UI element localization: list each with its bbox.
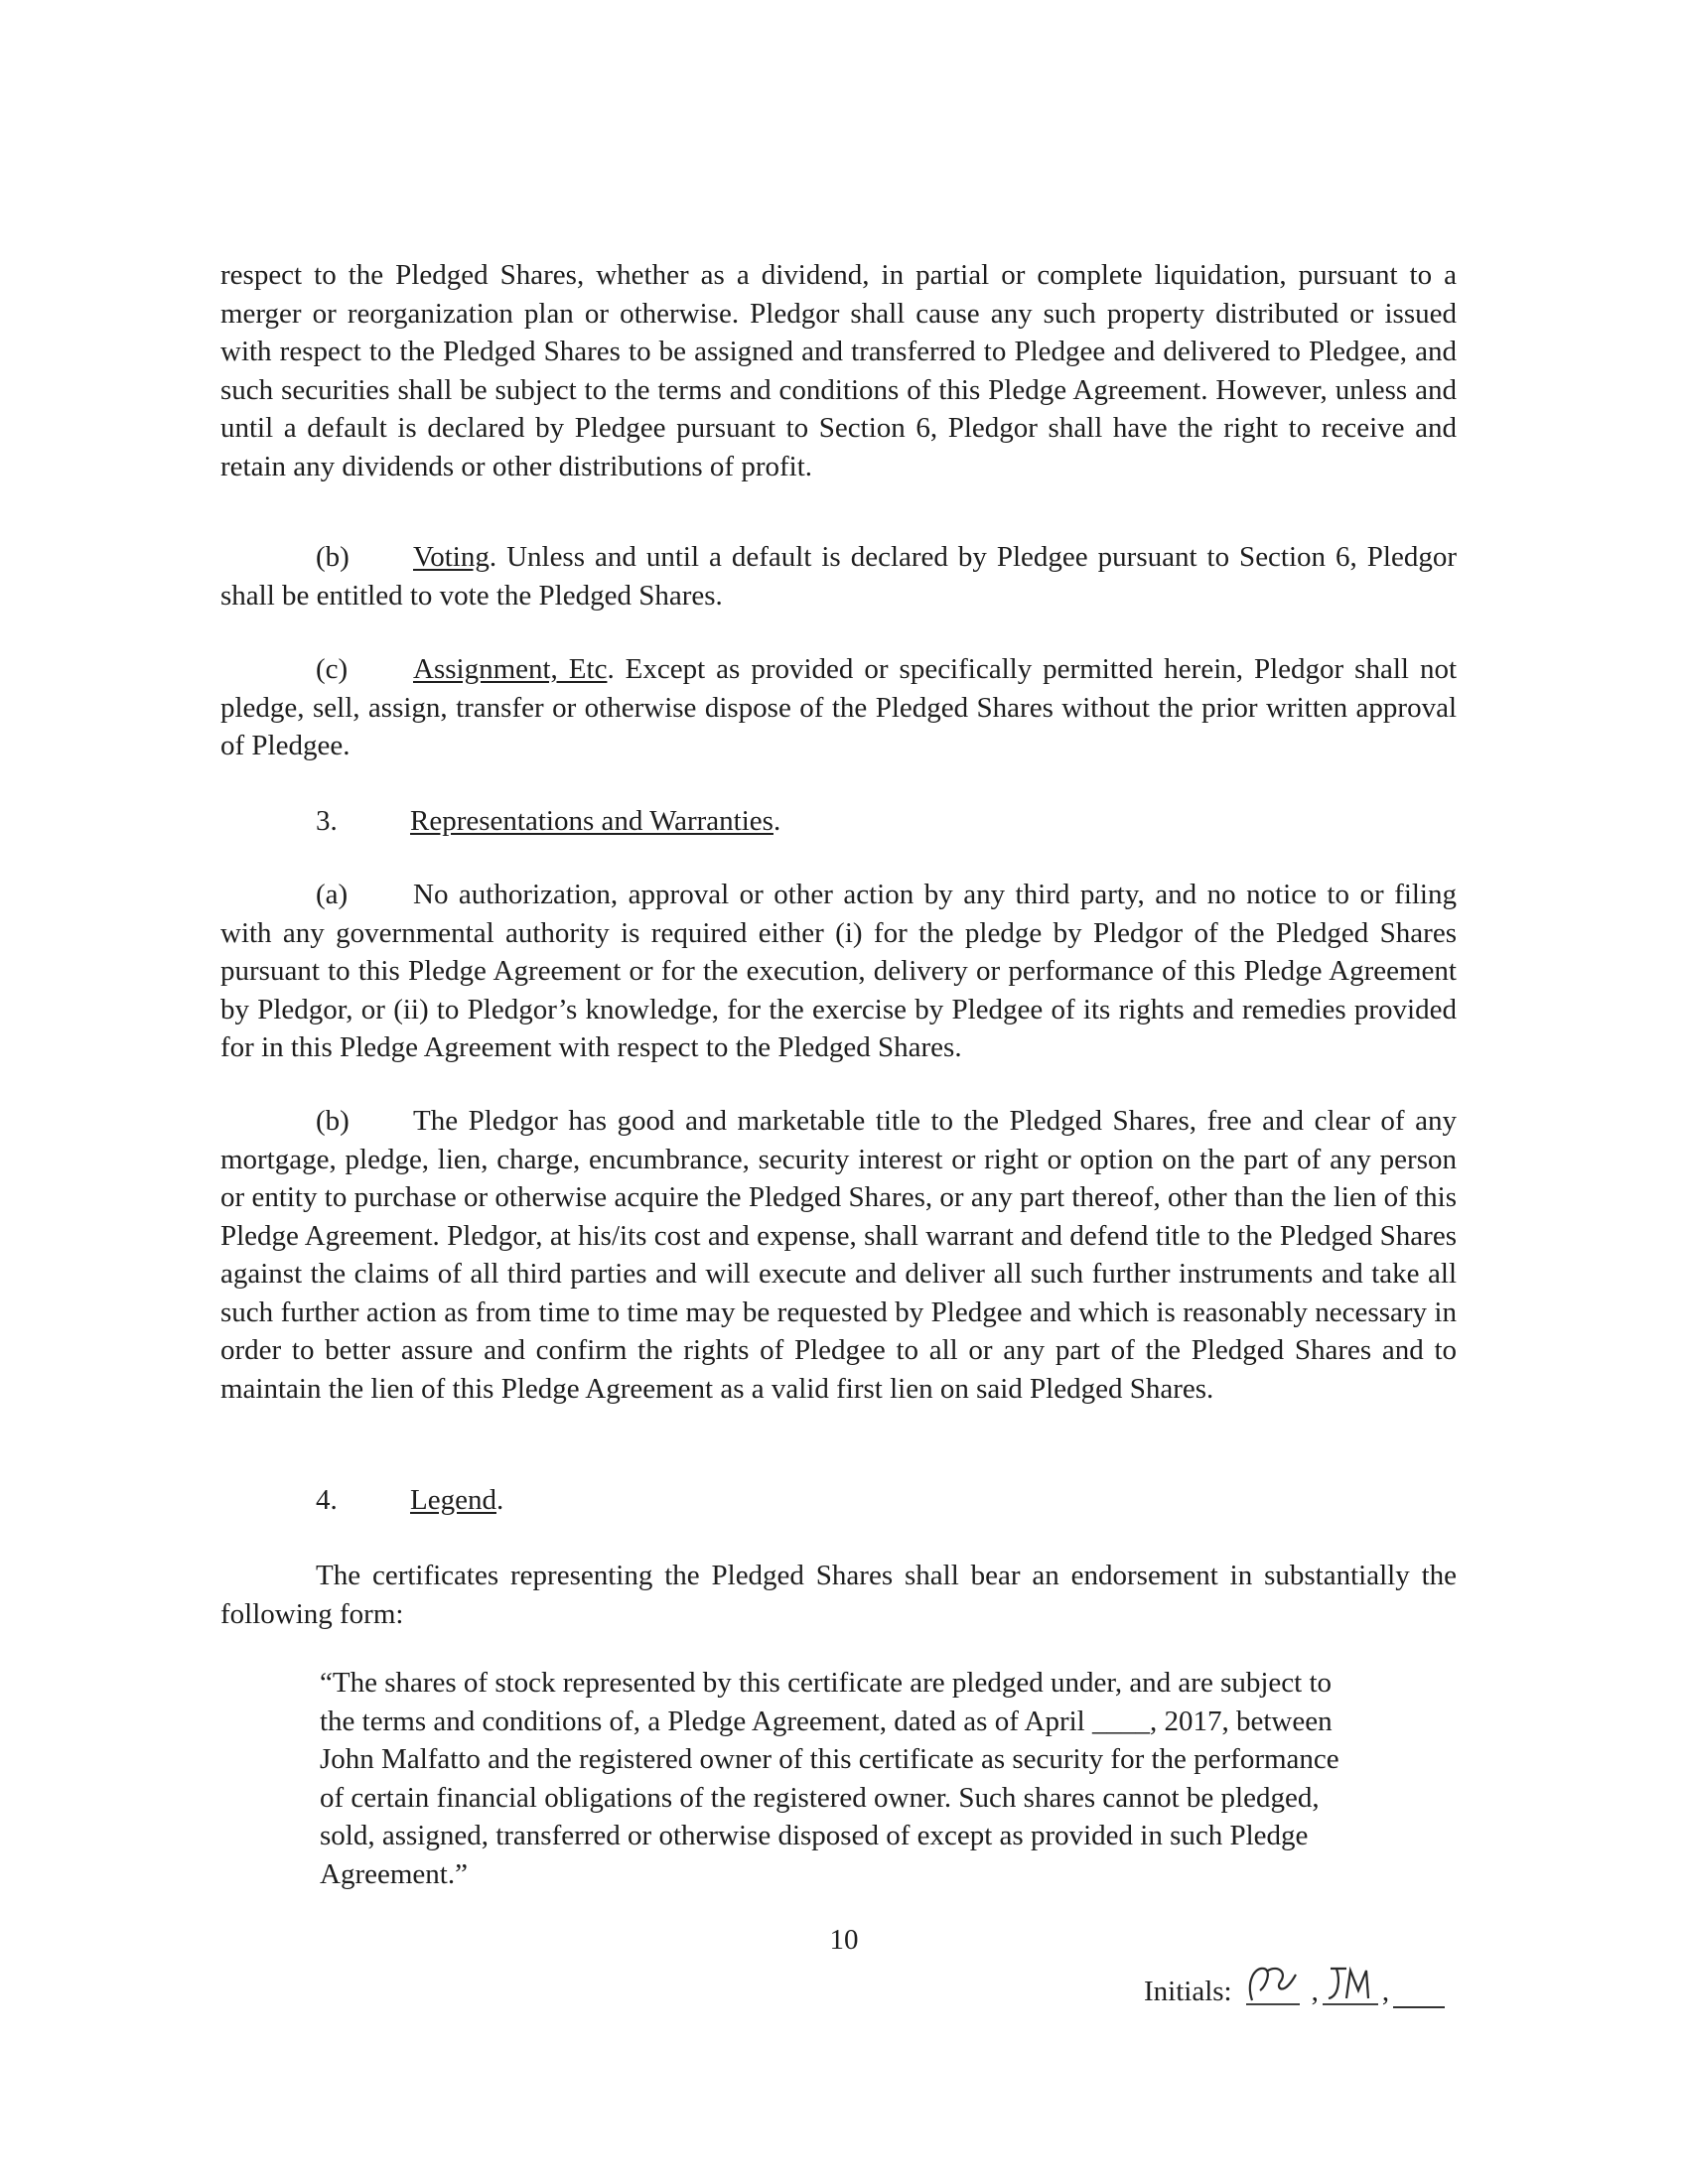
paragraph-continued: respect to the Pledged Shares, whether as a dividend, in partial or complete liquidation, pursuant to a merger or reorganization plan or otherwise. Pledgor shall cause any such property distributed or issued with respect to the Pledged Shares to be assigned and transferred to Pledgee and delivered to Pledgee, and such securities shall be subject to the terms and conditions of this Pledge Agreement. However, unless and until a default is declared by Pledgee pursuant to Section 6, Pledgor shall have the right to receive and retain any dividends or other distributions of profit. — [220, 259, 1457, 482]
initials-signature-2 — [1321, 1961, 1382, 2008]
paragraph-2c-text: . Except as provided or specifically permitted herein, Pledgor shall not pledge, sell, assign, transfer or otherwise dispose of the Pledged Shares without the prior written approval of Pledgee. — [220, 653, 1457, 761]
initials-blank-line — [1393, 1977, 1445, 2008]
section-4-title: Legend — [410, 1484, 496, 1516]
section-3-heading: 3. Representations and Warranties. — [316, 802, 780, 840]
paragraph-2c-title: Assignment, Etc — [413, 653, 608, 685]
paragraph-2b-text: . Unless and until a default is declared by Pledgee pursuant to Section 6, Pledgor shall be entitled to vote the Pledged Shares. — [220, 541, 1457, 612]
initials-block — [1144, 1961, 1445, 2008]
initials-label: Initials: — [1144, 1976, 1232, 2007]
paragraph-4-text — [220, 1557, 1457, 1633]
paragraph-3b — [220, 1102, 1457, 1408]
paragraph-3a — [220, 876, 1457, 1067]
paragraph-3a-label: (a) — [316, 879, 349, 910]
paragraph-2c — [220, 650, 1457, 765]
paragraph-2b-title: Voting — [413, 541, 490, 573]
section-4-heading: 4. Legend. — [316, 1481, 503, 1519]
paragraph-2b-label: (b) — [316, 541, 350, 573]
initials-signature-1 — [1240, 1961, 1310, 2008]
initials-separator: , — [1311, 1976, 1319, 2007]
paragraph-3b-text: The Pledgor has good and marketable title to the Pledged Shares, free and clear of any mortgage, pledge, lien, charge, encumbrance, security interest or right or option on the part of any person or entity to purchase or otherwise acquire the Pledged Shares, or any part thereof, other than the lien of this Pledge Agreement. Pledgor, at his/its cost and expense, shall warrant and defend title to the Pledged Shares against the claims of all third parties and will execute and deliver all such further instruments and take all such further action as from time to time may be requested by Pledgee and which is reasonably necessary in order to better assure and confirm the rights of Pledgee to all or any part of the Pledged Shares and to maintain the lien of this Pledge Agreement as a valid first lien on said Pledged Shares. — [220, 1105, 1457, 1405]
paragraph-2c-label: (c) — [316, 653, 349, 685]
legend-quote: “The shares of stock represented by this certificate are pledged under, and are subject to the terms and conditions of, a Pledge Agreement, dated as of April ____, 2017, between John Malfatto and the registered owner of this certificate as security for the performance of certain financial obligations of the registered owner. Such shares cannot be pledged, sold, assigned, transferred or otherwise disposed of except as provided in such Pledge Agreement.” — [320, 1667, 1339, 1890]
section-4-number: 4. — [316, 1484, 338, 1516]
paragraph-3a-text: No authorization, approval or other action by any third party, and no notice to or filing with any governmental authority is required either (i) for the pledge by Pledgor of the Pledged Shares pursuant to this Pledge Agreement or for the execution, delivery or performance of this Pledge Agreement by Pledgor, or (ii) to Pledgor’s knowledge, for the exercise by Pledgee of its rights and remedies provided for in this Pledge Agreement with respect to the Pledged Shares. — [220, 879, 1457, 1063]
section-3-number: 3. — [316, 805, 338, 837]
section-3-title: Representations and Warranties — [410, 805, 774, 837]
paragraph-4-body: The certificates representing the Pledged Shares shall bear an endorsement in substantially the following form: — [220, 1560, 1457, 1630]
paragraph-2b — [220, 538, 1457, 614]
page-number: 10 — [829, 1924, 859, 1956]
paragraph-3b-label: (b) — [316, 1105, 350, 1137]
initials-separator-2: , — [1381, 1976, 1390, 2007]
